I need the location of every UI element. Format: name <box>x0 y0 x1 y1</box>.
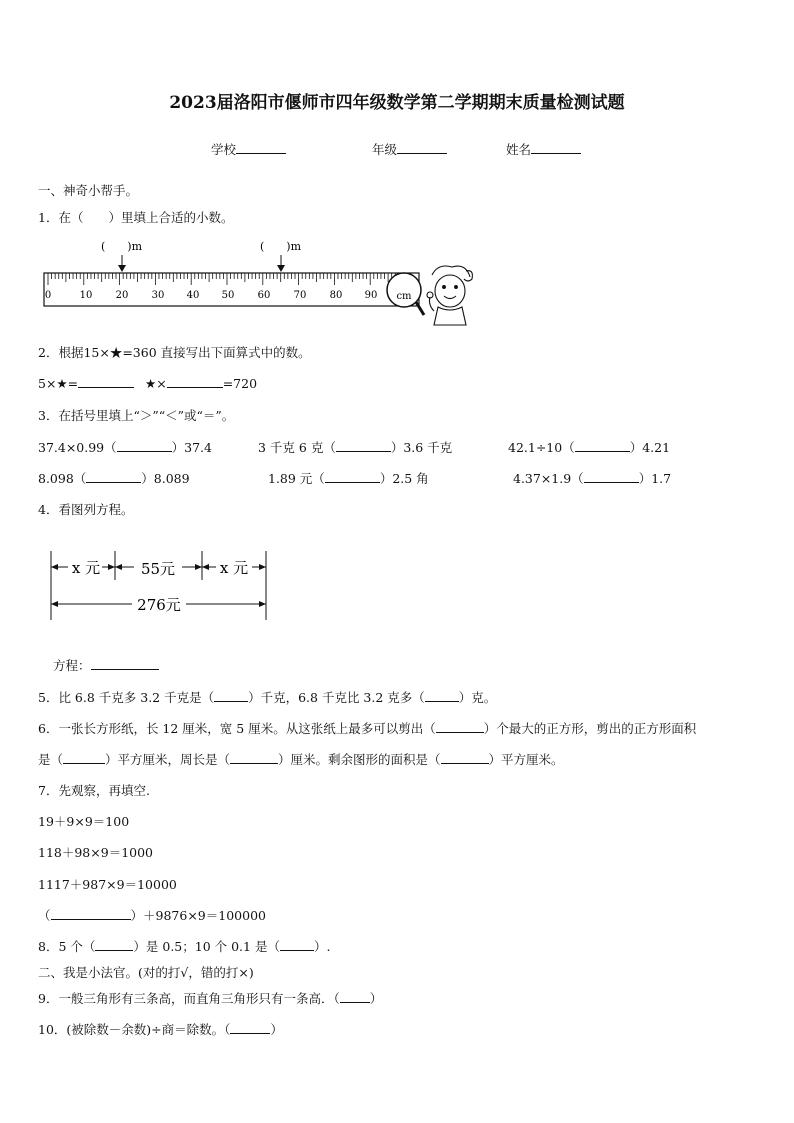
q3-item-right: ）4.21 <box>629 440 671 455</box>
q2-expression-b <box>145 375 257 391</box>
q7-last-close: ）＋9876×9＝100000 <box>130 908 266 923</box>
q7-line: 118＋98×9＝1000 <box>38 845 154 860</box>
section-1-heading: 一、神奇小帮手。 <box>38 183 139 198</box>
cartoon-child-illustration <box>427 266 472 325</box>
question-4: 4．看图列方程。 <box>38 502 134 517</box>
section-2-heading: 二、我是小法官。(对的打√，错的打×) <box>38 965 254 980</box>
q3-item-right: ）37.4 <box>171 440 212 455</box>
q6-text-f: ）平方厘米。 <box>488 752 564 767</box>
q3-item <box>513 469 671 487</box>
q5-text-c: ）克。 <box>458 690 497 705</box>
q3-item-left: 4.37×1.9（ <box>513 471 584 486</box>
seg1-arrow-left <box>51 564 58 570</box>
name-label: 姓名 <box>506 142 532 157</box>
ruler-number: 10 <box>79 290 93 301</box>
arrow-1-head <box>118 265 126 272</box>
q6-blank-3[interactable] <box>230 751 278 764</box>
q6-blank-4[interactable] <box>441 751 489 764</box>
q8-text-a: 8．5 个（ <box>38 939 96 954</box>
question-3: 3．在括号里填上“＞”“＜”或“＝”。 <box>38 408 235 423</box>
q2-expression-a <box>38 375 134 391</box>
q3-item-right: ）2.5 角 <box>379 471 429 486</box>
total-arrow-right <box>259 601 266 607</box>
q10-close: ） <box>270 1022 283 1037</box>
question-5 <box>38 688 496 706</box>
school-label: 学校 <box>211 142 237 157</box>
q3-item-left: 8.098（ <box>38 471 87 486</box>
q6-blank-2[interactable] <box>63 751 105 764</box>
q3-blank[interactable] <box>86 470 141 483</box>
q2-blank-b[interactable] <box>167 375 223 388</box>
q8-blank-1[interactable] <box>95 938 133 951</box>
total-label: 276元 <box>137 596 181 614</box>
grade-field[interactable] <box>372 140 447 158</box>
name-field[interactable] <box>506 140 581 158</box>
seg3-label: x 元 <box>219 559 249 577</box>
q8-blank-2[interactable] <box>280 938 314 951</box>
q3-item-right: ）8.089 <box>141 471 190 486</box>
question-1: 1．在（ ）里填上合适的小数。 <box>38 210 234 225</box>
q6-text-b: ）个最大的正方形，剪出的正方形面积 <box>483 721 697 736</box>
q3-item <box>38 469 190 487</box>
seg2-arrow-left <box>115 564 122 570</box>
q7-last-open: （ <box>38 908 51 923</box>
seg1-arrow-right <box>108 564 115 570</box>
q3-item <box>508 438 670 456</box>
q7-blank[interactable] <box>51 907 131 920</box>
line-segment-diagram <box>44 545 276 625</box>
grade-blank[interactable] <box>397 141 447 154</box>
q2-expr-a-text: 5×★= <box>38 376 79 391</box>
q9-blank[interactable] <box>340 990 370 1003</box>
q7-line: 1117＋987×9＝10000 <box>38 877 177 892</box>
q3-blank[interactable] <box>117 439 172 452</box>
q6-blank-1[interactable] <box>436 720 484 733</box>
ruler-number: 50 <box>221 290 235 301</box>
equation-label: 方程： <box>53 658 91 673</box>
equation-field <box>53 656 159 674</box>
magnifier-handle <box>416 302 424 315</box>
marker-label-1: ( )m <box>101 240 143 253</box>
q3-item-left: 42.1÷10（ <box>508 440 575 455</box>
q3-blank[interactable] <box>325 470 380 483</box>
question-6-line-2 <box>38 750 564 768</box>
seg3-arrow-left <box>202 564 209 570</box>
ruler-number: 0 <box>44 290 52 301</box>
seg2-label: 55元 <box>140 560 176 578</box>
ruler-number: 20 <box>115 290 129 301</box>
ruler-number: 40 <box>186 290 200 301</box>
q2-blank-a[interactable] <box>78 375 134 388</box>
q5-blank-2[interactable] <box>425 689 459 702</box>
q5-text-a: 5．比 6.8 千克多 3.2 千克是（ <box>38 690 215 705</box>
question-9 <box>38 989 382 1007</box>
q8-text-c: ）. <box>313 939 331 954</box>
q2-expr-b-end: =720 <box>222 376 258 391</box>
q6-text-a: 6．一张长方形纸，长 12 厘米，宽 5 厘米。从这张纸上最多可以剪出（ <box>38 721 436 736</box>
question-6-line-1 <box>38 719 696 737</box>
q10-text: 10．(被除数－余数)÷商＝除数。（ <box>38 1022 231 1037</box>
q3-item-left: 37.4×0.99（ <box>38 440 117 455</box>
ruler-number: 70 <box>293 290 307 301</box>
q6-text-c: 是（ <box>38 752 64 767</box>
school-blank[interactable] <box>236 141 286 154</box>
q3-item <box>38 438 212 456</box>
q2-expr-b-text: ★× <box>145 376 167 391</box>
q3-blank[interactable] <box>575 439 630 452</box>
q6-text-e: ）厘米。剩余图形的面积是（ <box>278 752 441 767</box>
total-arrow-left <box>51 601 58 607</box>
name-blank[interactable] <box>531 141 581 154</box>
question-10 <box>38 1020 283 1038</box>
question-2: 2．根据15×★=360 直接写出下面算式中的数。 <box>38 345 311 360</box>
q8-text-b: ）是 0.5；10 个 0.1 是（ <box>133 939 280 954</box>
grade-label: 年级 <box>372 142 398 157</box>
q5-text-b: ）千克，6.8 千克比 3.2 克多（ <box>248 690 425 705</box>
unit-label: cm <box>396 291 412 302</box>
arrow-2-head <box>277 265 285 272</box>
equation-blank[interactable] <box>91 657 159 670</box>
ruler-number: 80 <box>329 290 343 301</box>
q3-blank[interactable] <box>584 470 639 483</box>
q10-blank[interactable] <box>230 1021 270 1034</box>
question-8 <box>38 937 330 955</box>
school-field[interactable] <box>211 140 286 158</box>
q9-close: ） <box>369 991 383 1006</box>
q3-item-right: ）1.7 <box>638 471 672 486</box>
marker-label-2: ( )m <box>260 240 302 253</box>
seg2-arrow-right <box>195 564 202 570</box>
seg1-label: x 元 <box>71 559 101 577</box>
q7-line-last <box>38 906 266 924</box>
ruler-number: 90 <box>364 290 378 301</box>
q9-text: 9．一般三角形有三条高，而直角三角形只有一条高．（ <box>38 991 340 1006</box>
q3-item-right: ）3.6 千克 <box>390 440 453 455</box>
seg3-arrow-right <box>259 564 266 570</box>
q3-item-left: 1.89 元（ <box>268 471 325 486</box>
q3-item <box>258 438 452 456</box>
q3-item <box>268 469 429 487</box>
ruler-number: 60 <box>257 290 271 301</box>
q3-blank[interactable] <box>336 439 391 452</box>
q7-line: 19＋9×9＝100 <box>38 814 130 829</box>
question-7: 7．先观察，再填空. <box>38 783 150 798</box>
q5-blank-1[interactable] <box>214 689 248 702</box>
q6-text-d: ）平方厘米，周长是（ <box>105 752 231 767</box>
page-title: 2023届洛阳市偃师市四年级数学第二学期期末质量检测试题 <box>169 93 625 113</box>
q3-item-left: 3 千克 6 克（ <box>258 440 336 455</box>
ruler-figure <box>38 235 478 330</box>
ruler-number: 30 <box>151 290 165 301</box>
